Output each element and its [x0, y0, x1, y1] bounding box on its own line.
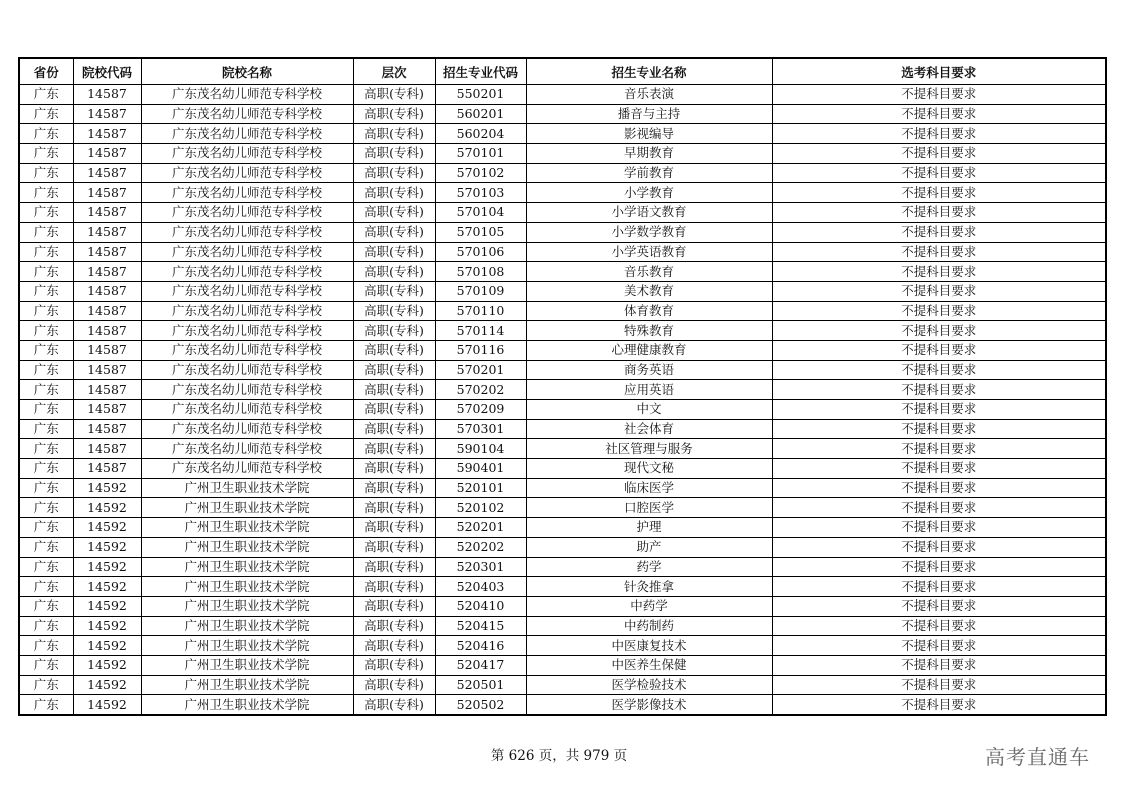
table-row — [19, 518, 1106, 538]
cell-school-code: 14587 — [73, 163, 141, 183]
cell-school-name: 广州卫生职业技术学院 — [141, 675, 353, 695]
cell-province: 广东 — [19, 262, 73, 282]
table-row — [19, 419, 1106, 439]
header-major-code: 招生专业代码 — [435, 58, 526, 85]
cell-major-name: 早期教育 — [526, 144, 772, 164]
table-row — [19, 124, 1106, 144]
table-row — [19, 321, 1106, 341]
cell-major-code: 570301 — [435, 419, 526, 439]
cell-level: 高职(专科) — [353, 518, 435, 538]
cell-province: 广东 — [19, 380, 73, 400]
cell-major-name: 助产 — [526, 537, 772, 557]
cell-school-name: 广州卫生职业技术学院 — [141, 695, 353, 715]
cell-major-name: 特殊教育 — [526, 321, 772, 341]
cell-major-name: 现代文秘 — [526, 459, 772, 479]
cell-subject-requirement: 不提科目要求 — [772, 537, 1106, 557]
cell-subject-requirement: 不提科目要求 — [772, 498, 1106, 518]
cell-subject-requirement: 不提科目要求 — [772, 124, 1106, 144]
table-row — [19, 281, 1106, 301]
table-row — [19, 537, 1106, 557]
cell-major-code: 570105 — [435, 222, 526, 242]
cell-level: 高职(专科) — [353, 498, 435, 518]
table-row — [19, 222, 1106, 242]
cell-level: 高职(专科) — [353, 301, 435, 321]
cell-school-code: 14587 — [73, 262, 141, 282]
cell-major-code: 570201 — [435, 360, 526, 380]
table-row — [19, 459, 1106, 479]
cell-school-name: 广东茂名幼儿师范专科学校 — [141, 104, 353, 124]
header-level: 层次 — [353, 58, 435, 85]
cell-province: 广东 — [19, 124, 73, 144]
cell-school-code: 14592 — [73, 655, 141, 675]
cell-school-code: 14592 — [73, 557, 141, 577]
cell-school-name: 广东茂名幼儿师范专科学校 — [141, 85, 353, 105]
cell-school-name: 广东茂名幼儿师范专科学校 — [141, 262, 353, 282]
cell-major-name: 医学影像技术 — [526, 695, 772, 715]
cell-school-name: 广州卫生职业技术学院 — [141, 655, 353, 675]
cell-school-code: 14592 — [73, 577, 141, 597]
cell-province: 广东 — [19, 459, 73, 479]
cell-major-name: 社会体育 — [526, 419, 772, 439]
cell-major-code: 560201 — [435, 104, 526, 124]
cell-major-code: 520301 — [435, 557, 526, 577]
cell-subject-requirement: 不提科目要求 — [772, 340, 1106, 360]
cell-school-name: 广州卫生职业技术学院 — [141, 518, 353, 538]
cell-subject-requirement: 不提科目要求 — [772, 85, 1106, 105]
cell-level: 高职(专科) — [353, 242, 435, 262]
table-row — [19, 675, 1106, 695]
cell-major-name: 小学英语教育 — [526, 242, 772, 262]
cell-level: 高职(专科) — [353, 596, 435, 616]
cell-school-name: 广东茂名幼儿师范专科学校 — [141, 163, 353, 183]
cell-subject-requirement: 不提科目要求 — [772, 439, 1106, 459]
table-row — [19, 695, 1106, 715]
cell-school-name: 广州卫生职业技术学院 — [141, 596, 353, 616]
cell-major-code: 520201 — [435, 518, 526, 538]
admissions-table — [18, 57, 1107, 716]
cell-school-code: 14587 — [73, 321, 141, 341]
cell-school-code: 14587 — [73, 124, 141, 144]
cell-major-code: 520202 — [435, 537, 526, 557]
table-row — [19, 340, 1106, 360]
cell-major-name: 临床医学 — [526, 478, 772, 498]
cell-school-name: 广州卫生职业技术学院 — [141, 498, 353, 518]
cell-major-name: 医学检验技术 — [526, 675, 772, 695]
cell-school-code: 14592 — [73, 498, 141, 518]
cell-school-name: 广州卫生职业技术学院 — [141, 478, 353, 498]
cell-level: 高职(专科) — [353, 655, 435, 675]
table-row — [19, 400, 1106, 420]
cell-major-name: 中医养生保健 — [526, 655, 772, 675]
cell-subject-requirement: 不提科目要求 — [772, 596, 1106, 616]
cell-school-code: 14587 — [73, 380, 141, 400]
cell-major-code: 570109 — [435, 281, 526, 301]
cell-province: 广东 — [19, 85, 73, 105]
cell-school-name: 广州卫生职业技术学院 — [141, 577, 353, 597]
cell-province: 广东 — [19, 616, 73, 636]
table-row — [19, 163, 1106, 183]
cell-province: 广东 — [19, 340, 73, 360]
cell-school-name: 广东茂名幼儿师范专科学校 — [141, 242, 353, 262]
cell-major-name: 药学 — [526, 557, 772, 577]
table-row — [19, 301, 1106, 321]
cell-subject-requirement: 不提科目要求 — [772, 636, 1106, 656]
cell-school-code: 14587 — [73, 340, 141, 360]
cell-subject-requirement: 不提科目要求 — [772, 144, 1106, 164]
table-row — [19, 183, 1106, 203]
cell-province: 广东 — [19, 557, 73, 577]
table-row — [19, 577, 1106, 597]
cell-major-code: 570116 — [435, 340, 526, 360]
cell-school-code: 14587 — [73, 281, 141, 301]
cell-major-name: 应用英语 — [526, 380, 772, 400]
cell-school-name: 广州卫生职业技术学院 — [141, 537, 353, 557]
cell-major-name: 中药制药 — [526, 616, 772, 636]
cell-school-code: 14587 — [73, 459, 141, 479]
cell-major-name: 中药学 — [526, 596, 772, 616]
cell-province: 广东 — [19, 675, 73, 695]
cell-school-code: 14587 — [73, 104, 141, 124]
cell-subject-requirement: 不提科目要求 — [772, 675, 1106, 695]
page-footer — [0, 744, 1123, 764]
cell-province: 广东 — [19, 636, 73, 656]
cell-province: 广东 — [19, 537, 73, 557]
cell-school-name: 广州卫生职业技术学院 — [141, 557, 353, 577]
cell-level: 高职(专科) — [353, 124, 435, 144]
header-row — [19, 58, 1106, 85]
cell-province: 广东 — [19, 478, 73, 498]
cell-level: 高职(专科) — [353, 577, 435, 597]
cell-school-name: 广东茂名幼儿师范专科学校 — [141, 124, 353, 144]
cell-school-code: 14592 — [73, 478, 141, 498]
cell-province: 广东 — [19, 144, 73, 164]
cell-school-code: 14587 — [73, 439, 141, 459]
cell-school-name: 广州卫生职业技术学院 — [141, 636, 353, 656]
cell-province: 广东 — [19, 222, 73, 242]
cell-major-name: 影视编导 — [526, 124, 772, 144]
cell-school-code: 14592 — [73, 596, 141, 616]
cell-subject-requirement: 不提科目要求 — [772, 360, 1106, 380]
cell-school-name: 广东茂名幼儿师范专科学校 — [141, 400, 353, 420]
cell-major-name: 小学教育 — [526, 183, 772, 203]
cell-level: 高职(专科) — [353, 636, 435, 656]
cell-subject-requirement: 不提科目要求 — [772, 459, 1106, 479]
cell-subject-requirement: 不提科目要求 — [772, 163, 1106, 183]
cell-level: 高职(专科) — [353, 183, 435, 203]
cell-level: 高职(专科) — [353, 203, 435, 223]
header-subject-requirement: 选考科目要求 — [772, 58, 1106, 85]
cell-major-name: 口腔医学 — [526, 498, 772, 518]
cell-major-name: 针灸推拿 — [526, 577, 772, 597]
cell-school-code: 14587 — [73, 242, 141, 262]
cell-level: 高职(专科) — [353, 380, 435, 400]
cell-major-code: 570209 — [435, 400, 526, 420]
cell-level: 高职(专科) — [353, 360, 435, 380]
cell-major-code: 590104 — [435, 439, 526, 459]
cell-school-name: 广东茂名幼儿师范专科学校 — [141, 203, 353, 223]
cell-school-name: 广东茂名幼儿师范专科学校 — [141, 183, 353, 203]
cell-school-code: 14592 — [73, 518, 141, 538]
cell-subject-requirement: 不提科目要求 — [772, 419, 1106, 439]
cell-level: 高职(专科) — [353, 439, 435, 459]
cell-school-code: 14587 — [73, 203, 141, 223]
cell-subject-requirement: 不提科目要求 — [772, 222, 1106, 242]
cell-major-code: 520501 — [435, 675, 526, 695]
cell-level: 高职(专科) — [353, 281, 435, 301]
table-row — [19, 242, 1106, 262]
cell-school-name: 广东茂名幼儿师范专科学校 — [141, 360, 353, 380]
table-row — [19, 439, 1106, 459]
cell-province: 广东 — [19, 281, 73, 301]
cell-school-code: 14592 — [73, 537, 141, 557]
cell-major-name: 小学数学教育 — [526, 222, 772, 242]
cell-major-name: 小学语文教育 — [526, 203, 772, 223]
cell-major-code: 570101 — [435, 144, 526, 164]
cell-subject-requirement: 不提科目要求 — [772, 301, 1106, 321]
cell-level: 高职(专科) — [353, 144, 435, 164]
cell-level: 高职(专科) — [353, 340, 435, 360]
cell-level: 高职(专科) — [353, 537, 435, 557]
cell-school-name: 广东茂名幼儿师范专科学校 — [141, 419, 353, 439]
cell-subject-requirement: 不提科目要求 — [772, 183, 1106, 203]
cell-level: 高职(专科) — [353, 459, 435, 479]
cell-province: 广东 — [19, 695, 73, 715]
cell-province: 广东 — [19, 419, 73, 439]
cell-major-name: 音乐表演 — [526, 85, 772, 105]
cell-subject-requirement: 不提科目要求 — [772, 262, 1106, 282]
cell-level: 高职(专科) — [353, 222, 435, 242]
cell-school-code: 14592 — [73, 616, 141, 636]
table-row — [19, 85, 1106, 105]
cell-major-code: 570202 — [435, 380, 526, 400]
cell-subject-requirement: 不提科目要求 — [772, 242, 1106, 262]
cell-major-code: 520415 — [435, 616, 526, 636]
cell-province: 广东 — [19, 596, 73, 616]
cell-level: 高职(专科) — [353, 104, 435, 124]
table-row — [19, 360, 1106, 380]
cell-major-code: 570104 — [435, 203, 526, 223]
table-row — [19, 616, 1106, 636]
cell-major-code: 570110 — [435, 301, 526, 321]
cell-school-name: 广东茂名幼儿师范专科学校 — [141, 439, 353, 459]
table-row — [19, 557, 1106, 577]
cell-province: 广东 — [19, 203, 73, 223]
cell-school-code: 14587 — [73, 419, 141, 439]
cell-major-code: 590401 — [435, 459, 526, 479]
table-row — [19, 380, 1106, 400]
cell-major-code: 520403 — [435, 577, 526, 597]
cell-level: 高职(专科) — [353, 695, 435, 715]
page-number: 第 626 页，共 979 页 — [490, 748, 628, 764]
cell-school-code: 14587 — [73, 400, 141, 420]
cell-major-name: 体育教育 — [526, 301, 772, 321]
cell-level: 高职(专科) — [353, 262, 435, 282]
cell-major-code: 520102 — [435, 498, 526, 518]
header-major-name: 招生专业名称 — [526, 58, 772, 85]
cell-subject-requirement: 不提科目要求 — [772, 380, 1106, 400]
cell-subject-requirement: 不提科目要求 — [772, 695, 1106, 715]
cell-subject-requirement: 不提科目要求 — [772, 557, 1106, 577]
cell-major-name: 社区管理与服务 — [526, 439, 772, 459]
cell-level: 高职(专科) — [353, 675, 435, 695]
cell-major-name: 学前教育 — [526, 163, 772, 183]
cell-province: 广东 — [19, 104, 73, 124]
table-row — [19, 262, 1106, 282]
table-row — [19, 203, 1106, 223]
cell-level: 高职(专科) — [353, 616, 435, 636]
cell-province: 广东 — [19, 498, 73, 518]
table-row — [19, 478, 1106, 498]
cell-major-name: 音乐教育 — [526, 262, 772, 282]
cell-school-name: 广州卫生职业技术学院 — [141, 616, 353, 636]
cell-school-name: 广东茂名幼儿师范专科学校 — [141, 459, 353, 479]
cell-major-code: 520410 — [435, 596, 526, 616]
cell-subject-requirement: 不提科目要求 — [772, 577, 1106, 597]
cell-subject-requirement: 不提科目要求 — [772, 518, 1106, 538]
cell-school-code: 14587 — [73, 183, 141, 203]
table-row — [19, 144, 1106, 164]
cell-major-name: 商务英语 — [526, 360, 772, 380]
cell-province: 广东 — [19, 577, 73, 597]
cell-school-code: 14592 — [73, 695, 141, 715]
cell-major-name: 护理 — [526, 518, 772, 538]
cell-province: 广东 — [19, 242, 73, 262]
cell-school-name: 广东茂名幼儿师范专科学校 — [141, 321, 353, 341]
cell-province: 广东 — [19, 655, 73, 675]
cell-school-code: 14592 — [73, 636, 141, 656]
cell-school-code: 14587 — [73, 301, 141, 321]
table-row — [19, 104, 1106, 124]
cell-school-name: 广东茂名幼儿师范专科学校 — [141, 222, 353, 242]
cell-province: 广东 — [19, 301, 73, 321]
cell-major-code: 570114 — [435, 321, 526, 341]
cell-level: 高职(专科) — [353, 163, 435, 183]
cell-major-name: 美术教育 — [526, 281, 772, 301]
cell-major-code: 520502 — [435, 695, 526, 715]
cell-subject-requirement: 不提科目要求 — [772, 616, 1106, 636]
table-row — [19, 655, 1106, 675]
cell-major-code: 570102 — [435, 163, 526, 183]
header-school-name: 院校名称 — [141, 58, 353, 85]
cell-level: 高职(专科) — [353, 321, 435, 341]
cell-major-code: 520416 — [435, 636, 526, 656]
cell-major-name: 中文 — [526, 400, 772, 420]
table-row — [19, 596, 1106, 616]
table-body — [19, 85, 1106, 716]
cell-major-name: 中医康复技术 — [526, 636, 772, 656]
cell-province: 广东 — [19, 400, 73, 420]
header-school-code: 院校代码 — [73, 58, 141, 85]
cell-school-name: 广东茂名幼儿师范专科学校 — [141, 144, 353, 164]
cell-subject-requirement: 不提科目要求 — [772, 655, 1106, 675]
cell-school-name: 广东茂名幼儿师范专科学校 — [141, 380, 353, 400]
cell-province: 广东 — [19, 163, 73, 183]
header-province: 省份 — [19, 58, 73, 85]
cell-level: 高职(专科) — [353, 400, 435, 420]
cell-major-code: 570108 — [435, 262, 526, 282]
cell-province: 广东 — [19, 439, 73, 459]
cell-school-code: 14587 — [73, 85, 141, 105]
cell-major-code: 520417 — [435, 655, 526, 675]
cell-subject-requirement: 不提科目要求 — [772, 400, 1106, 420]
cell-subject-requirement: 不提科目要求 — [772, 203, 1106, 223]
cell-school-code: 14587 — [73, 144, 141, 164]
cell-province: 广东 — [19, 360, 73, 380]
cell-school-name: 广东茂名幼儿师范专科学校 — [141, 340, 353, 360]
cell-major-code: 550201 — [435, 85, 526, 105]
cell-school-name: 广东茂名幼儿师范专科学校 — [141, 301, 353, 321]
cell-major-code: 570103 — [435, 183, 526, 203]
cell-level: 高职(专科) — [353, 478, 435, 498]
table-row — [19, 498, 1106, 518]
table-row — [19, 636, 1106, 656]
cell-subject-requirement: 不提科目要求 — [772, 281, 1106, 301]
cell-school-code: 14587 — [73, 360, 141, 380]
cell-major-code: 570106 — [435, 242, 526, 262]
watermark-logo: 高考直通车 — [985, 745, 1090, 769]
cell-level: 高职(专科) — [353, 419, 435, 439]
cell-major-name: 心理健康教育 — [526, 340, 772, 360]
cell-level: 高职(专科) — [353, 85, 435, 105]
cell-level: 高职(专科) — [353, 557, 435, 577]
cell-province: 广东 — [19, 183, 73, 203]
cell-subject-requirement: 不提科目要求 — [772, 321, 1106, 341]
cell-subject-requirement: 不提科目要求 — [772, 104, 1106, 124]
cell-major-code: 520101 — [435, 478, 526, 498]
cell-subject-requirement: 不提科目要求 — [772, 478, 1106, 498]
cell-province: 广东 — [19, 321, 73, 341]
cell-major-code: 560204 — [435, 124, 526, 144]
cell-school-code: 14592 — [73, 675, 141, 695]
cell-major-name: 播音与主持 — [526, 104, 772, 124]
cell-province: 广东 — [19, 518, 73, 538]
cell-school-name: 广东茂名幼儿师范专科学校 — [141, 281, 353, 301]
cell-school-code: 14587 — [73, 222, 141, 242]
